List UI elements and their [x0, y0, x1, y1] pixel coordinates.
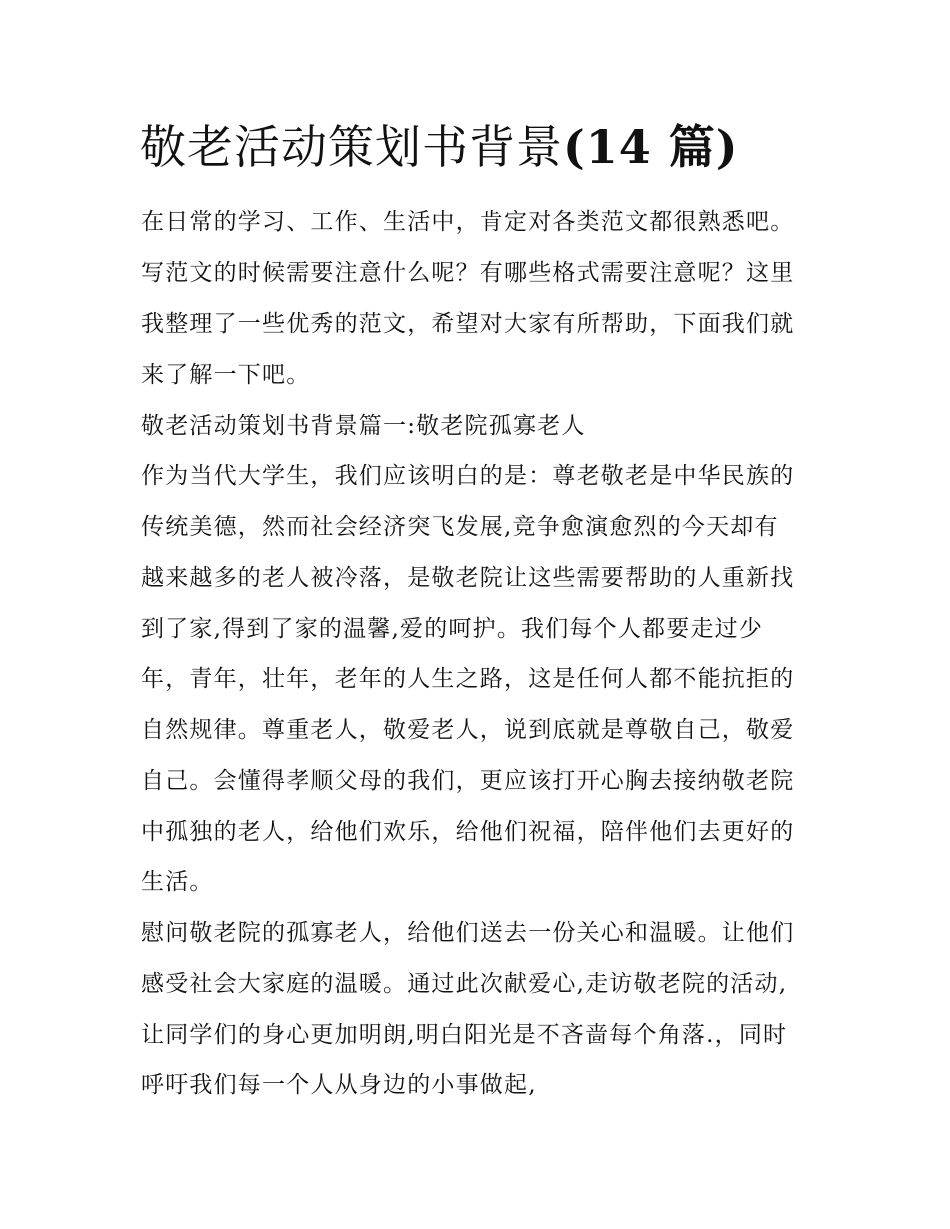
body-line-6: 自然规律。尊重老人，敬爱老人，说到底就是尊敬自己，敬爱: [141, 717, 795, 743]
body-line-1: 作为当代大学生，我们应该明白的是：尊老敬老是中华民族的: [141, 463, 795, 489]
body-line-2: 传统美德，然而社会经济突飞发展,竞争愈演愈烈的今天却有: [141, 514, 779, 540]
intro-line-2: 写范文的时候需要注意什么呢？有哪些格式需要注意呢？这里: [141, 260, 795, 286]
document-title-main: 敬老活动策划书背景: [140, 120, 563, 174]
body-line-5: 年，青年，壮年，老年的人生之路，这是任何人都不能抗拒的: [141, 666, 795, 692]
body-line-11: 感受社会大家庭的温暖。通过此次献爱心,走访敬老院的活动,: [141, 971, 788, 997]
body-line-7: 自己。会懂得孝顺父母的我们，更应该打开心胸去接纳敬老院: [141, 768, 795, 794]
body-line-12: 让同学们的身心更加明朗,明白阳光是不吝啬每个角落.，同时: [141, 1022, 788, 1048]
intro-line-4: 来了解一下吧。: [141, 362, 311, 388]
body-line-3: 越来越多的老人被冷落，是敬老院让这些需要帮助的人重新找: [141, 565, 795, 591]
document-title-count: (14 篇): [563, 120, 739, 174]
body-line-10: 慰问敬老院的孤寡老人，给他们送去一份关心和温暖。让他们: [141, 920, 795, 946]
body-line-13: 呼吁我们每一个人从身边的小事做起,: [141, 1072, 537, 1098]
intro-line-1: 在日常的学习、工作、生活中，肯定对各类范文都很熟悉吧。: [141, 209, 795, 235]
body-line-8: 中孤独的老人，给他们欢乐，给他们祝福，陪伴他们去更好的: [141, 819, 795, 845]
body-line-4: 到了家,得到了家的温馨,爱的呵护。我们每个人都要走过少: [141, 616, 764, 642]
document-title: [140, 112, 739, 182]
intro-line-3: 我整理了一些优秀的范文，希望对大家有所帮助，下面我们就: [141, 311, 795, 337]
body-line-9: 生活。: [141, 869, 214, 895]
section-heading-1: 敬老活动策划书背景篇一:敬老院孤寡老人: [141, 413, 586, 439]
